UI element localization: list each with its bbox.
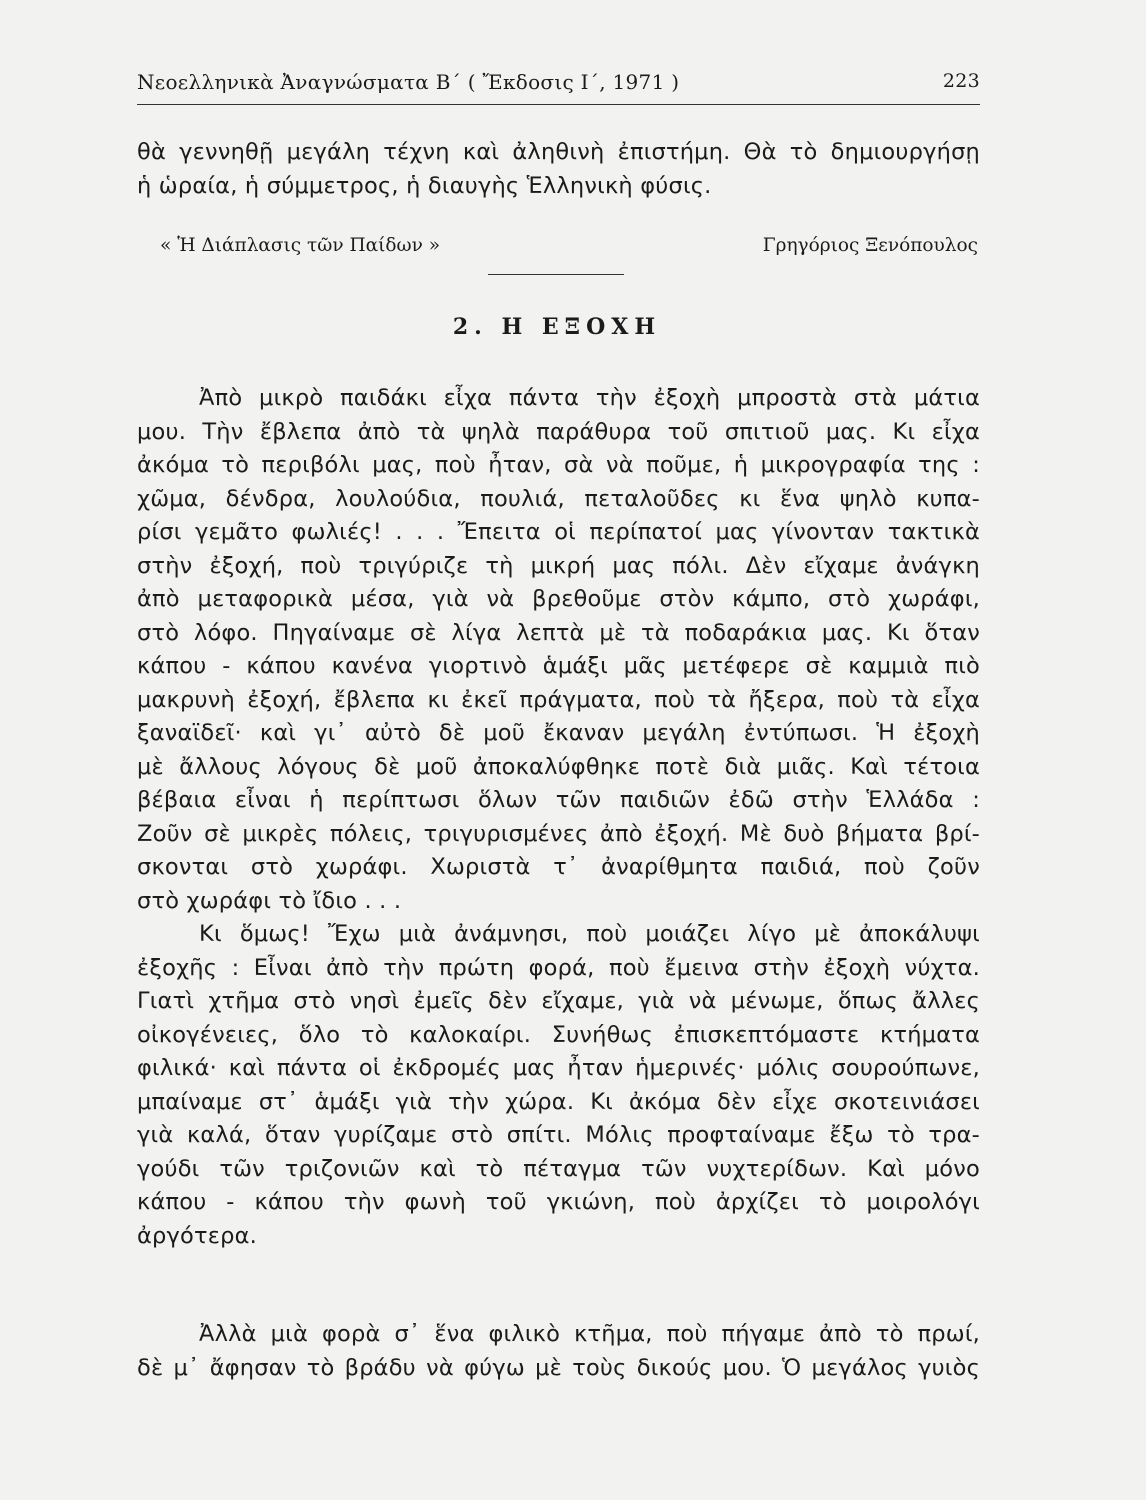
text-line: γούδι τῶν τριζονιῶν καὶ τὸ πέταγμα τῶν νυχτερίδων. Καὶ μόνο bbox=[137, 1155, 980, 1182]
running-header bbox=[137, 70, 980, 100]
text-line: Γιατὶ χτῆμα στὸ νησὶ ἐμεῖς δὲν εἴχαμε, γιὰ νὰ μένωμε, ὅπως ἄλλες bbox=[137, 988, 980, 1014]
text-line: Ἀλλὰ μιὰ φορὰ σ᾽ ἕνα φιλικὸ κτῆμα, ποὺ πήγαμε ἀπὸ τὸ πρωί, bbox=[199, 1321, 980, 1347]
text-line: ἀργότερα. bbox=[137, 1222, 257, 1249]
running-title: Νεοελληνικὰ Ἀναγνώσματα Β΄ ( Ἔκδοσις Ι΄, 1971 ) bbox=[137, 70, 680, 94]
text-line: οἰκογένειες, ὅλο τὸ καλοκαίρι. Συνήθως ἐπισκεπτόμαστε κτήματα bbox=[137, 1021, 980, 1048]
section-separator bbox=[488, 274, 624, 275]
source-work: « Ἡ Διάπλασις τῶν Παίδων » bbox=[160, 235, 441, 256]
text-line: γιὰ καλά, ὅταν γυρίζαμε στὸ σπίτι. Μόλις προφταίναμε ἔξω τὸ τρα- bbox=[137, 1122, 980, 1148]
text-line: μου. Τὴν ἔβλεπα ἀπὸ τὰ ψηλὰ παράθυρα τοῦ σπιτιοῦ μας. Κι εἶχα bbox=[137, 418, 980, 445]
text-line: κάπου - κάπου κανένα γιορτινὸ ἁμάξι μᾶς μετέφερε σὲ καμμιὰ πιὸ bbox=[137, 653, 980, 679]
text-line: ξαναϊδεῖ· καὶ γι᾽ αὐτὸ δὲ μοῦ ἔκαναν μεγάλη ἐντύπωσι. Ἡ ἐξοχὴ bbox=[137, 720, 980, 746]
text-line: θὰ γεννηθῇ μεγάλη τέχνη καὶ ἀληθινὴ ἐπιστήμη. Θὰ τὸ δημιουργήσῃ bbox=[137, 139, 980, 165]
text-line: μὲ ἄλλους λόγους δὲ μοῦ ἀποκαλύφθηκε ποτὲ διὰ μιᾶς. Καὶ τέτοια bbox=[137, 753, 980, 780]
text-line: στὸ λόφο. Πηγαίναμε σὲ λίγα λεπτὰ μὲ τὰ ποδαράκια μας. Κι ὅταν bbox=[137, 619, 980, 646]
body-text-continued bbox=[137, 1318, 980, 1385]
text-line: στὸ χωράφι τὸ ἴδιο . . . bbox=[137, 887, 402, 914]
text-line: ἀπὸ μεταφορικὰ μέσα, γιὰ νὰ βρεθοῦμε στὸν κάμπο, στὸ χωράφι, bbox=[137, 586, 980, 612]
text-line: μπαίναμε στ᾽ ἁμάξι γιὰ τὴν χώρα. Κι ἀκόμα δὲν εἶχε σκοτεινιάσει bbox=[137, 1088, 980, 1115]
text-line: ἀκόμα τὸ περιβόλι μας, ποὺ ἦταν, σὰ νὰ ποῦμε, ἡ μικρογραφία της : bbox=[137, 452, 980, 478]
body-text bbox=[137, 382, 980, 1253]
text-line: ἡ ὡραία, ἡ σύμμετρος, ἡ διαυγὴς Ἑλληνικὴ φύσις. bbox=[137, 172, 712, 199]
header-rule bbox=[137, 104, 980, 105]
intro-paragraph bbox=[137, 136, 980, 203]
text-line: στὴν ἐξοχή, ποὺ τριγύριζε τὴ μικρή μας πόλι. Δὲν εἴχαμε ἀνάγκη bbox=[137, 552, 980, 579]
source-author: Γρηγόριος Ξενόπουλος bbox=[762, 235, 978, 256]
text-line: ἐξοχῆς : Εἶναι ἀπὸ τὴν πρώτη φορά, ποὺ ἔμεινα στὴν ἐξοχὴ νύχτα. bbox=[137, 954, 980, 981]
text-line: βέβαια εἶναι ἡ περίπτωσι ὅλων τῶν παιδιῶν ἐδῶ στὴν Ἑλλάδα : bbox=[137, 787, 980, 813]
source-citation bbox=[160, 235, 978, 265]
text-line: σκονται στὸ χωράφι. Χωριστὰ τ᾽ ἀναρίθμητα παιδιά, ποὺ ζοῦν bbox=[137, 854, 980, 880]
section-heading: 2. Η ΕΞΟΧΗ bbox=[452, 314, 662, 340]
text-line: δὲ μ᾽ ἄφησαν τὸ βράδυ νὰ φύγω μὲ τοὺς δικούς μου. Ὁ μεγάλος γυιὸς bbox=[137, 1354, 980, 1381]
text-line: Κι ὅμως! Ἔχω μιὰ ἀνάμνησι, ποὺ μοιάζει λίγο μὲ ἀποκάλυψι bbox=[199, 921, 980, 947]
text-line: μακρυνὴ ἐξοχή, ἔβλεπα κι ἐκεῖ πράγματα, ποὺ τὰ ἤξερα, ποὺ τὰ εἶχα bbox=[137, 686, 980, 713]
text-line: χῶμα, δένδρα, λουλούδια, πουλιά, πεταλοῦδες κι ἕνα ψηλὸ κυπα- bbox=[137, 485, 980, 512]
text-line: Ἀπὸ μικρὸ παιδάκι εἶχα πάντα τὴν ἐξοχὴ μπροστὰ στὰ μάτια bbox=[199, 385, 980, 411]
page-number: 223 bbox=[942, 70, 980, 92]
text-line: Ζοῦν σὲ μικρὲς πόλεις, τριγυρισμένες ἀπὸ ἐξοχή. Μὲ δυὸ βήματα βρί- bbox=[137, 820, 980, 847]
text-line: φιλικά· καὶ πάντα οἱ ἐκδρομές μας ἦταν ἡμερινές· μόλις σουρούπωνε, bbox=[137, 1055, 980, 1081]
text-line: ρίσι γεμᾶτο φωλιές! . . . Ἔπειτα οἱ περίπατοί μας γίνονταν τακτικὰ bbox=[137, 519, 980, 545]
text-line: κάπου - κάπου τὴν φωνὴ τοῦ γκιώνη, ποὺ ἀρχίζει τὸ μοιρολόγι bbox=[137, 1189, 980, 1215]
